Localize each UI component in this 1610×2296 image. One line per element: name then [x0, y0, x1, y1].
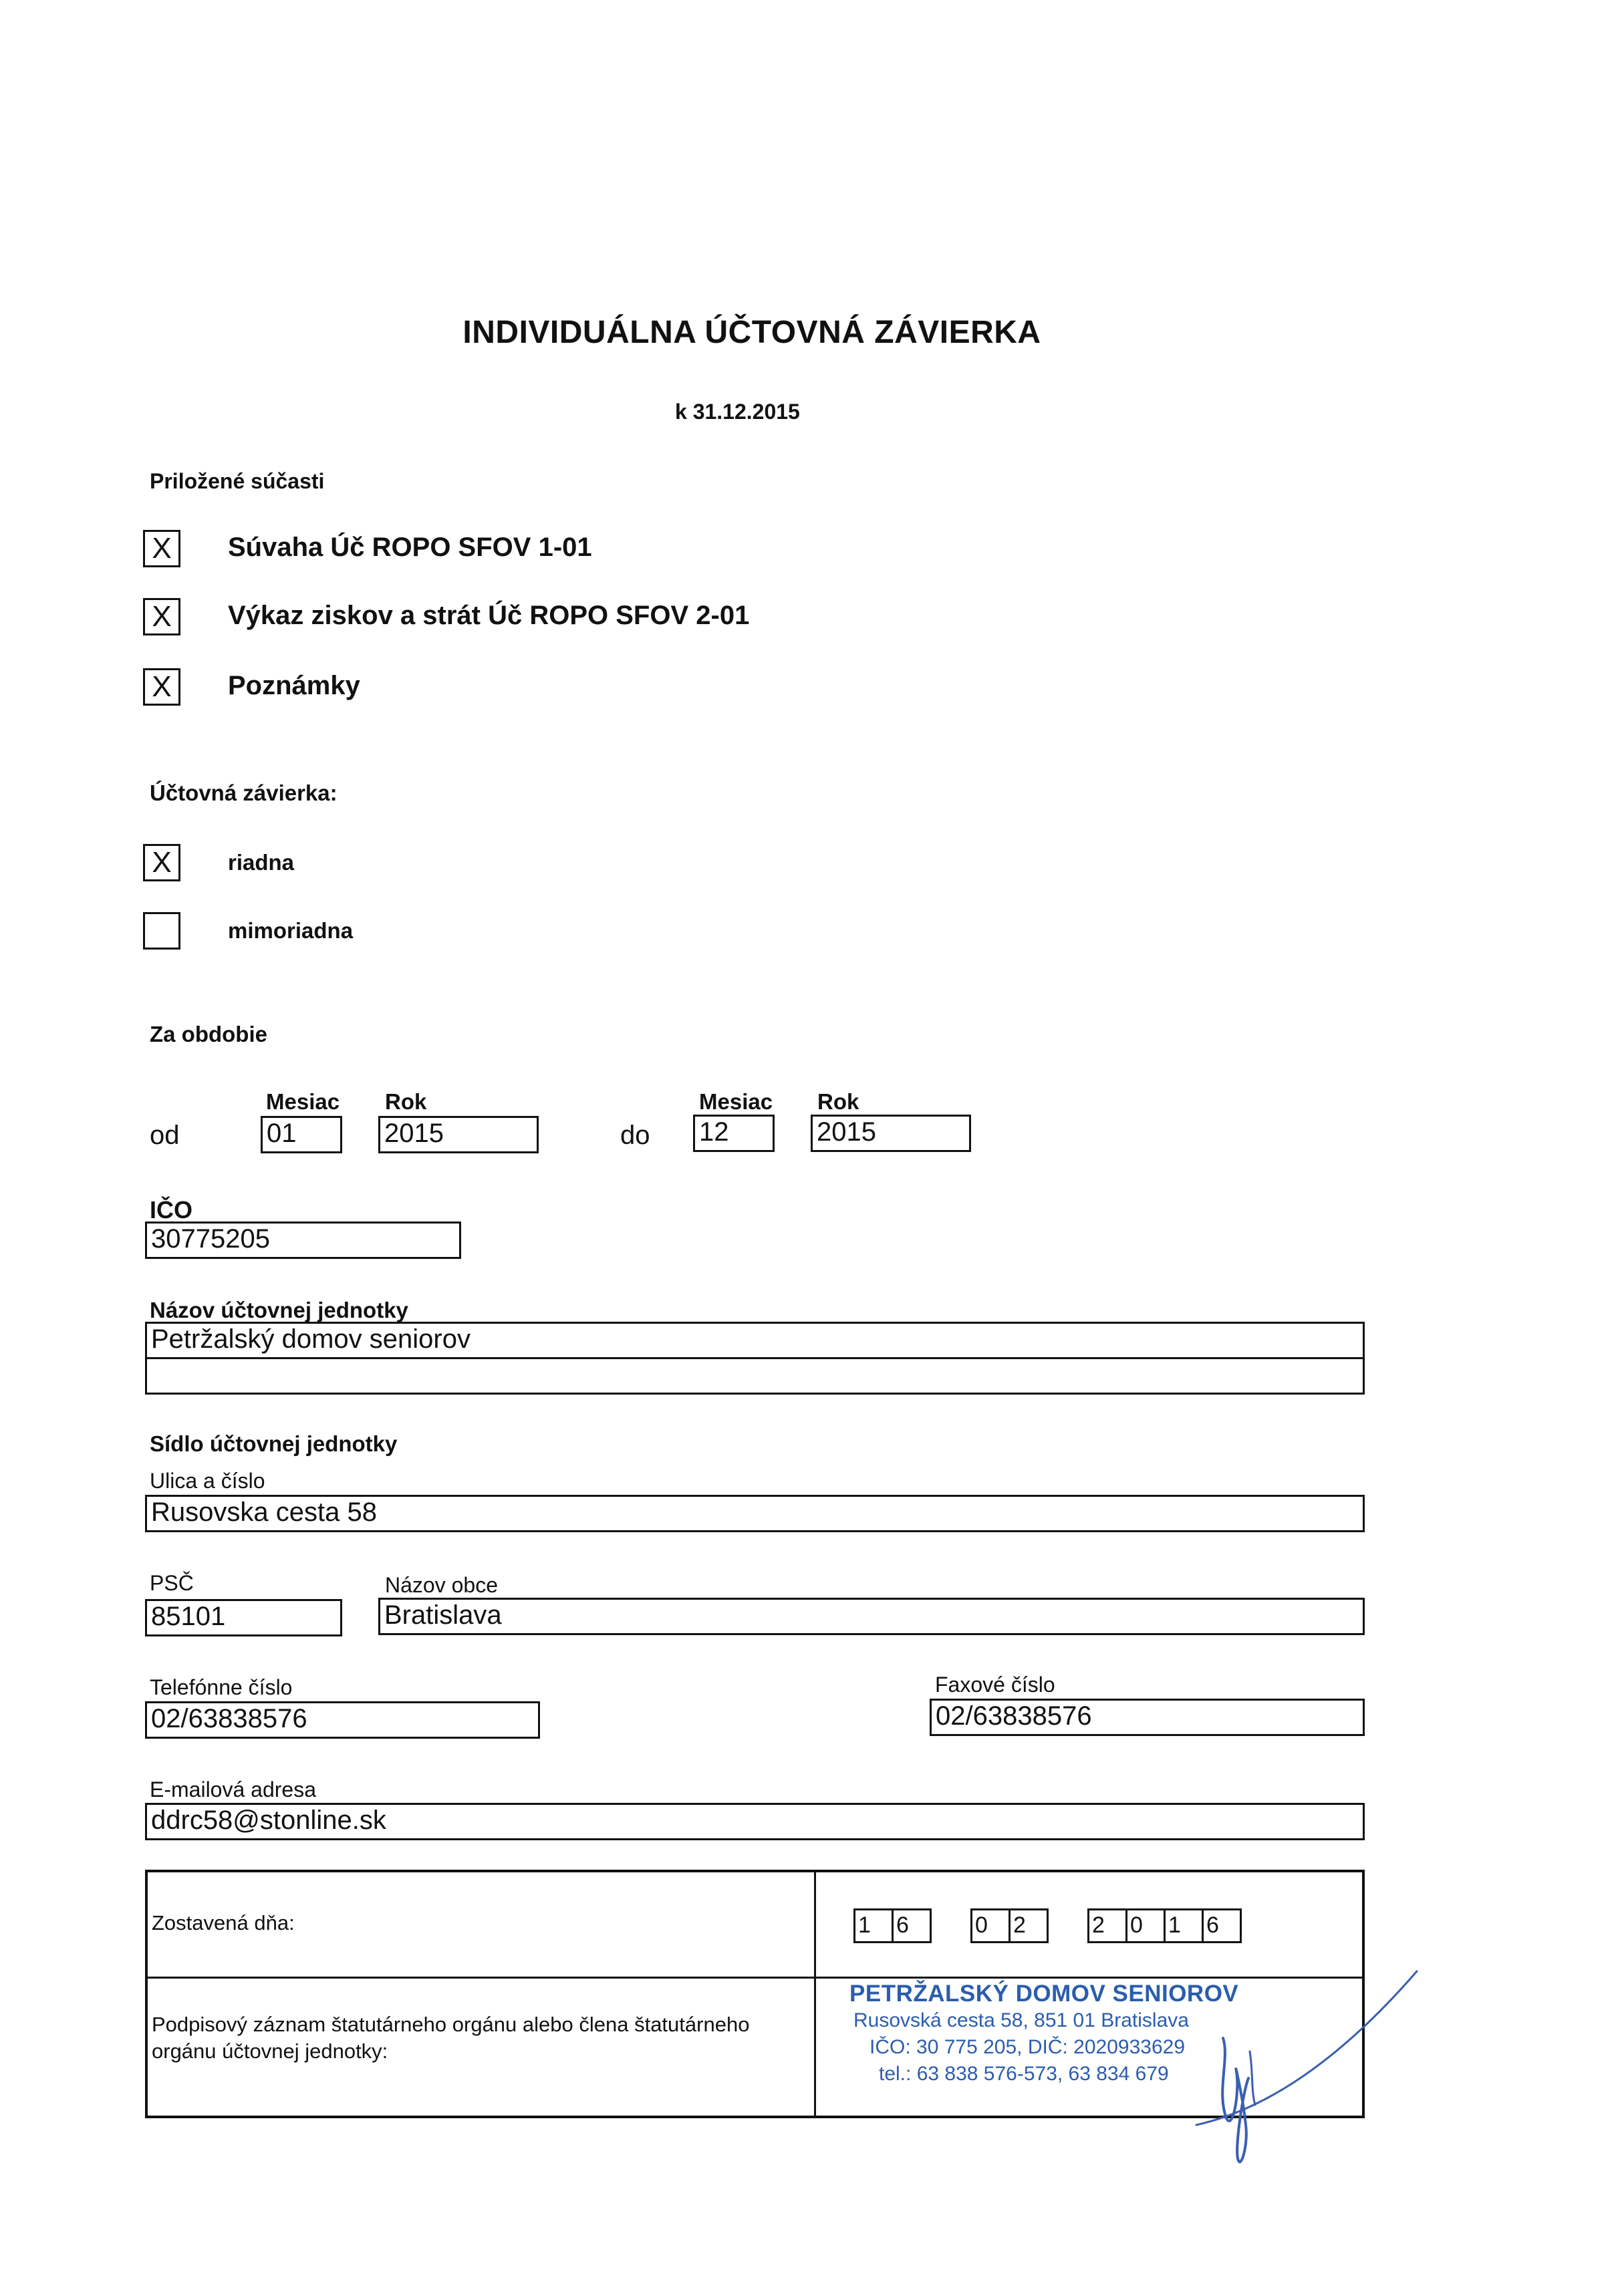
to-year-field[interactable]: 2015 [811, 1115, 971, 1152]
date-digit-month-2[interactable]: 2 [1009, 1908, 1049, 1943]
psc-field[interactable]: 85101 [145, 1599, 342, 1636]
fax-field[interactable]: 02/63838576 [930, 1699, 1365, 1736]
document-title: INDIVIDUÁLNA ÚČTOVNÁ ZÁVIERKA [462, 315, 1041, 350]
closing-type-label: Účtovná závierka: [150, 780, 338, 805]
psc-label: PSČ [150, 1571, 194, 1595]
to-label: do [620, 1121, 650, 1150]
date-digit-day-2[interactable]: 6 [892, 1908, 932, 1943]
attached-parts-label: Priložené súčasti [150, 469, 325, 493]
item-balance-sheet: Súvaha Úč ROPO SFOV 1-01 [228, 533, 592, 562]
email-field[interactable]: ddrc58@stonline.sk [145, 1803, 1365, 1840]
period-label: Za obdobie [150, 1022, 267, 1046]
from-month-label: Mesiac [266, 1089, 340, 1114]
date-digit-month-1[interactable]: 0 [970, 1908, 1011, 1943]
address-label: Sídlo účtovnej jednotky [150, 1431, 398, 1456]
checkbox-regular[interactable]: X [143, 844, 180, 881]
to-year-label: Rok [817, 1089, 859, 1114]
street-label: Ulica a číslo [150, 1469, 265, 1493]
fax-label: Faxové číslo [935, 1673, 1055, 1697]
date-digit-year-4[interactable]: 6 [1202, 1908, 1242, 1943]
email-label: E-mailová adresa [150, 1777, 316, 1802]
item-notes: Poznámky [228, 671, 360, 700]
checkbox-notes[interactable]: X [143, 668, 180, 706]
city-field[interactable]: Bratislava [378, 1598, 1365, 1635]
date-digit-year-3[interactable]: 1 [1164, 1908, 1204, 1943]
date-digit-day-1[interactable]: 1 [853, 1908, 894, 1943]
entity-name-line1[interactable]: Petržalský domov seniorov [145, 1322, 1365, 1359]
ico-label: IČO [150, 1196, 193, 1224]
to-month-field[interactable]: 12 [693, 1115, 775, 1152]
from-label: od [150, 1121, 180, 1150]
street-field[interactable]: Rusovska cesta 58 [145, 1495, 1365, 1532]
date-digit-year-2[interactable]: 0 [1125, 1908, 1166, 1943]
checkbox-profit-loss[interactable]: X [143, 598, 180, 635]
signature-label-line2: orgánu účtovnej jednotky: [152, 2039, 388, 2063]
item-profit-loss: Výkaz ziskov a strát Úč ROPO SFOV 2-01 [228, 601, 750, 630]
stamp-ids: IČO: 30 775 205, DIČ: 2020933629 [869, 2036, 1186, 2058]
stamp-org-name: PETRŽALSKÝ DOMOV SENIOROV [849, 1981, 1239, 2007]
ico-field[interactable]: 30775205 [145, 1222, 461, 1259]
city-label: Názov obce [385, 1573, 498, 1597]
compiled-label: Zostavená dňa: [152, 1911, 295, 1934]
phone-field[interactable]: 02/63838576 [145, 1701, 540, 1739]
checkbox-balance-sheet[interactable]: X [143, 530, 180, 567]
option-extraordinary: mimoriadna [228, 918, 354, 943]
entity-name-label: Názov účtovnej jednotky [150, 1298, 408, 1322]
signature-label-line1: Podpisový záznam štatutárneho orgánu alebo člena štatutárneho [152, 2013, 750, 2036]
stamp-address: Rusovská cesta 58, 851 01 Bratislava [853, 2009, 1189, 2031]
entity-name-line2[interactable] [145, 1357, 1365, 1395]
checkbox-extraordinary[interactable] [143, 912, 180, 950]
table-vertical-divider [814, 1872, 816, 2116]
from-month-field[interactable]: 01 [261, 1116, 342, 1153]
from-year-field[interactable]: 2015 [378, 1116, 539, 1153]
phone-label: Telefónne číslo [150, 1675, 293, 1699]
closing-date: k 31.12.2015 [675, 400, 800, 424]
to-month-label: Mesiac [699, 1089, 773, 1114]
stamp-phone: tel.: 63 838 576-573, 63 834 679 [879, 2063, 1169, 2085]
handwritten-signature [1176, 1958, 1430, 2185]
date-digit-year-1[interactable]: 2 [1087, 1908, 1127, 1943]
from-year-label: Rok [385, 1089, 427, 1114]
option-regular: riadna [228, 850, 295, 875]
